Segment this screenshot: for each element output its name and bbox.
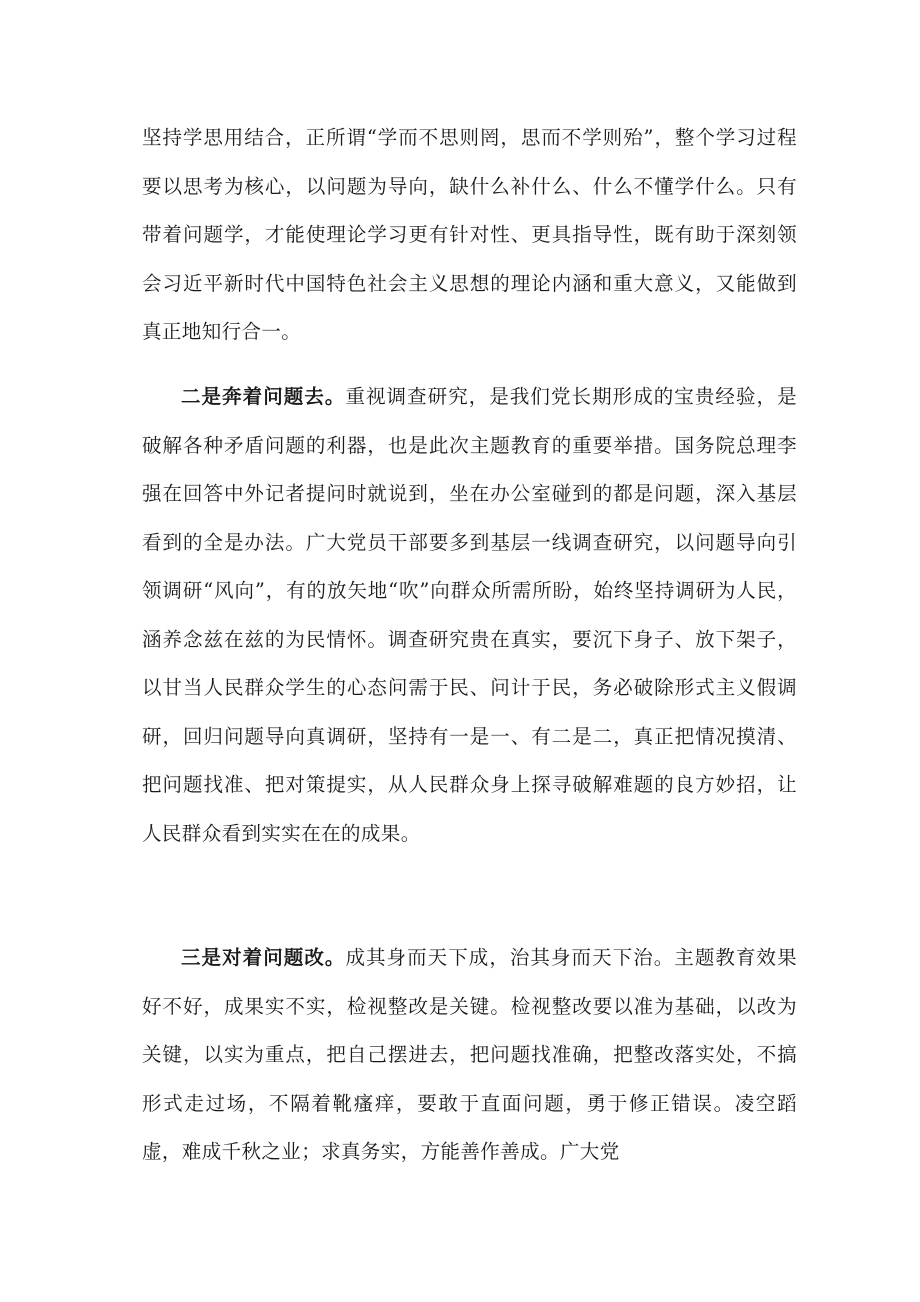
paragraph-study-with-questions (142, 114, 797, 357)
paragraph-lead: 三是对着问题改。 (181, 946, 346, 969)
paragraph-text: 成其身而天下成，治其身而天下治。主题教育效果好不好，成果实不实，检视整改是关键。检视整改要以准为基础，以改为关键，以实为重点，把自己摆进去，把问题找准确，把整改落实处，不搞形式走过场，不隔着靴瘙痒，要敢于直面问题，勇于修正错误。凌空蹈虚，难成千秋之业；求真务实，方能善作善成。广大党 (142, 946, 797, 1163)
paragraph-text: 坚持学思用结合，正所谓“学而不思则罔，思而不学则殆”，整个学习过程要以思考为核心，以问题为导向，缺什么补什么、什么不懂学什么。只有带着问题学，才能使理论学习更有针对性、更具指导性，既有助于深刻领会习近平新时代中国特色社会主义思想的理论内涵和重大意义，又能做到真正地知行合一。 (142, 126, 797, 343)
paragraph-go-toward-problems (142, 373, 797, 858)
paragraph-text: 重视调查研究，是我们党长期形成的宝贵经验，是破解各种矛盾问题的利器，也是此次主题教育的重要举措。国务院总理李强在回答中外记者提问时就说到，坐在办公室碰到的都是问题，深入基层看到的全是办法。广大党员干部要多到基层一线调查研究，以问题导向引领调研“风向”，有的放矢地“吹”向群众所需所盼，始终坚持调研为人民，涵养念兹在兹的为民情怀。调查研究贵在真实，要沉下身子、放下架子，以甘当人民群众学生的心态问需于民、问计于民，务必破除形式主义假调研，回归问题导向真调研，坚持有一是一、有二是二，真正把情况摸清、把问题找准、把对策提实，从人民群众身上探寻破解难题的良方妙招，让人民群众看到实实在在的成果。 (142, 385, 797, 845)
paragraph-lead: 二是奔着问题去。 (181, 385, 346, 408)
paragraph-fix-problems (142, 934, 797, 1177)
